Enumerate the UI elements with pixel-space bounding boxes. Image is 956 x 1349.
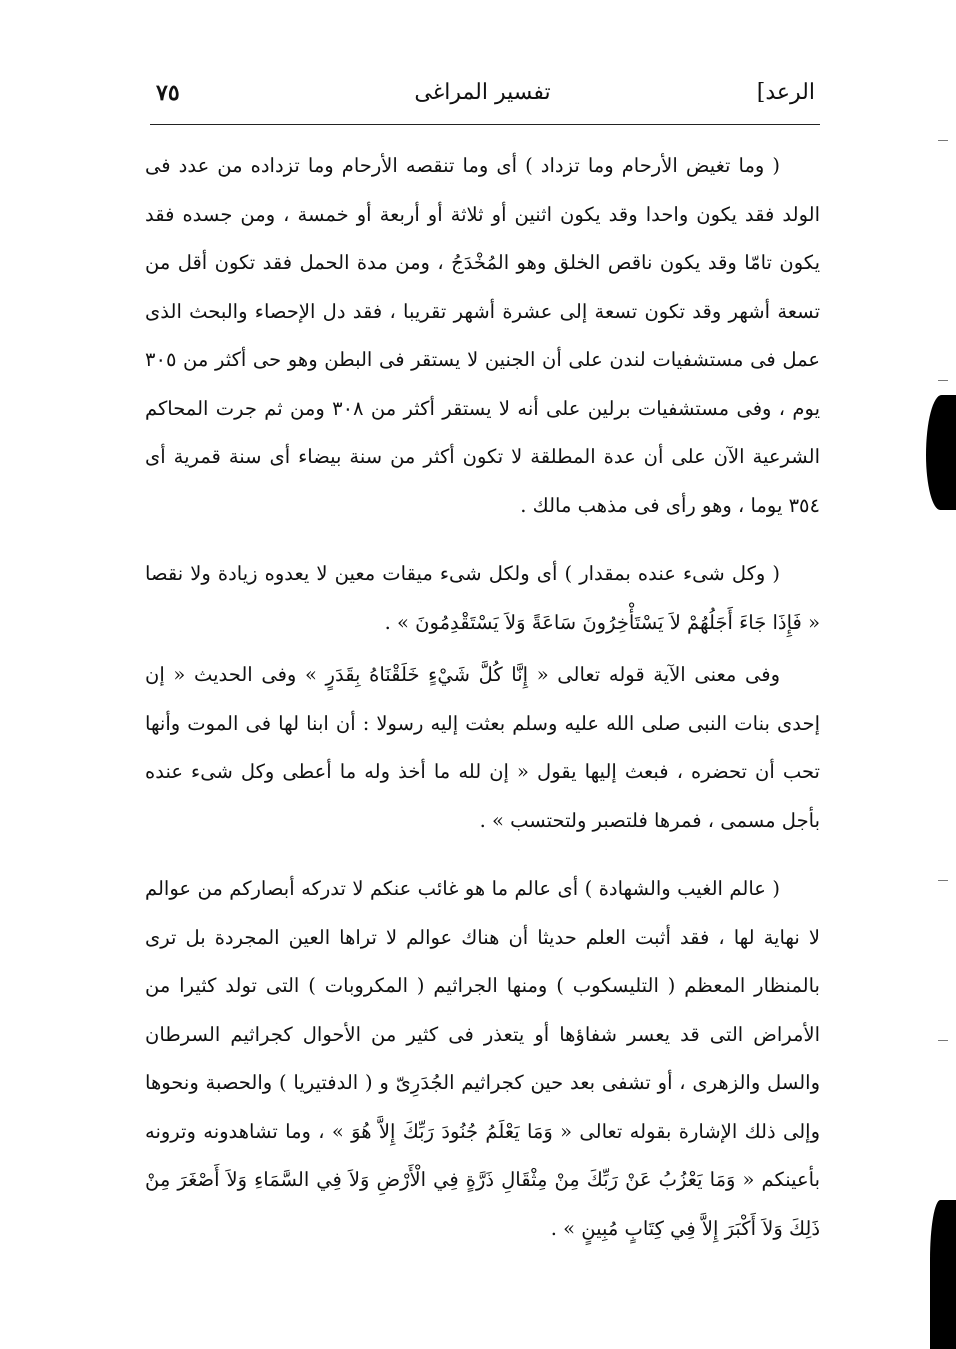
margin-mark: [938, 380, 948, 381]
paragraph-1: ( وما تغيض الأرحام وما تزداد ) أى وما تنقصه الأرحام وما تزداده من عدد فى الولد فقد يكون واحدا وقد يكون اثنين أو ثلاثة أو أربعة أو خمسة ، ومن جسده فقد يكون تامّا وقد يكون ناقص الخلق وهو المُخْدَجُ ، ومن مدة الحمل فقد تكون أقل من تسعة أشهر وقد تكون تسعة إلى عشرة أشهر تقريبا ، فقد دل الإحصاء والبحث الذى عمل فى مستشفيات لندن على أن الجنين لا يستقر فى البطن وهو حى أكثر من ٣٠٥ يوم ، وفى مستشفيات برلين على أنه لا يستقر أكثر من ٣٠٨ ومن ثم جرت المحاكم الشرعية الآن على أن عدة المطلقة لا تكون أكثر من سنة بيضاء أى سنة قمرية أى ٣٥٤ يوما ، وهو رأى فى مذهب مالك .: [145, 154, 821, 517]
page-number: ٧٥: [156, 80, 180, 106]
surah-name: الرعد]: [756, 80, 815, 105]
margin-mark: [938, 1040, 948, 1041]
page-header: [150, 72, 815, 116]
paragraph-4: ( عالم الغيب والشهادة ) أى عالم ما هو غائب عنكم لا تدركه أبصاركم من عوالم لا نهاية لها ، فقد أثبت العلم حديثا أن هناك عوالم لا تراها العين المجردة بل ترى بالمنظار المعظم ( التليسكوب ) ومنها الجراثيم ( المكروبات ) التى تولد كثيرا من الأمراض التى قد يعسر شفاؤها أو يتعذر فى كثير من الأحوال كجراثيم السرطان والسل والزهرى ، أو تشفى بعد حين كجراثيم الجُدَرِىّ و ( الدفتيريا ) والحصبة ونحوها وإلى ذلك الإشارة بقوله تعالى « وَمَا يَعْلَمُ جُنُودَ رَبِّكَ إِلاَّ هُوَ » ، وما تشاهدونه وترونه بأعينكم « وَمَا يَعْزُبُ عَنْ رَبِّكَ مِنْ مِثْقَالِ ذَرَّةٍ فِي الْأَرْضِ وَلاَ فِي السَّمَاءِ وَلاَ أَصْغَرَ مِنْ ذَلِكَ وَلاَ أَكْبَرَ إِلاَّ فِي كِتَابٍ مُبِينٍ » .: [145, 877, 820, 1240]
page-body: [145, 142, 820, 1253]
margin-mark: [938, 140, 948, 141]
paragraph-2: ( وكل شىء عنده بمقدار ) أى ولكل شىء ميقات معين لا يعدوه زيادة ولا نقصا « فَإِذَا جَاءَ أَجَلُهُمْ لاَ يَسْتَأْخِرُونَ سَاعَةً وَلاَ يَسْتَقْدِمُونَ » .: [145, 562, 820, 634]
paragraph-3: وفى معنى الآية قوله تعالى « إِنَّا كُلَّ شَيْءٍ خَلَقْنَاهُ بِقَدَرٍ » وفى الحديث « إن إحدى بنات النبى صلى الله عليه وسلم بعثت إليه رسولا : أن ابنا لها فى الموت وأنها تحب أن تحضره ، فبعث إليها يقول « إن لله ما أخذ وله ما أعطى وكل شىء عنده بأجل مسمى ، فمرها فلتصبر ولتحتسب » .: [145, 663, 820, 832]
scan-edge-shadow-top: [926, 395, 956, 510]
scan-edge-shadow-bottom: [930, 1200, 956, 1349]
margin-mark: [938, 880, 948, 881]
book-title: تفسير المراغى: [414, 80, 551, 105]
header-rule: [150, 124, 820, 125]
